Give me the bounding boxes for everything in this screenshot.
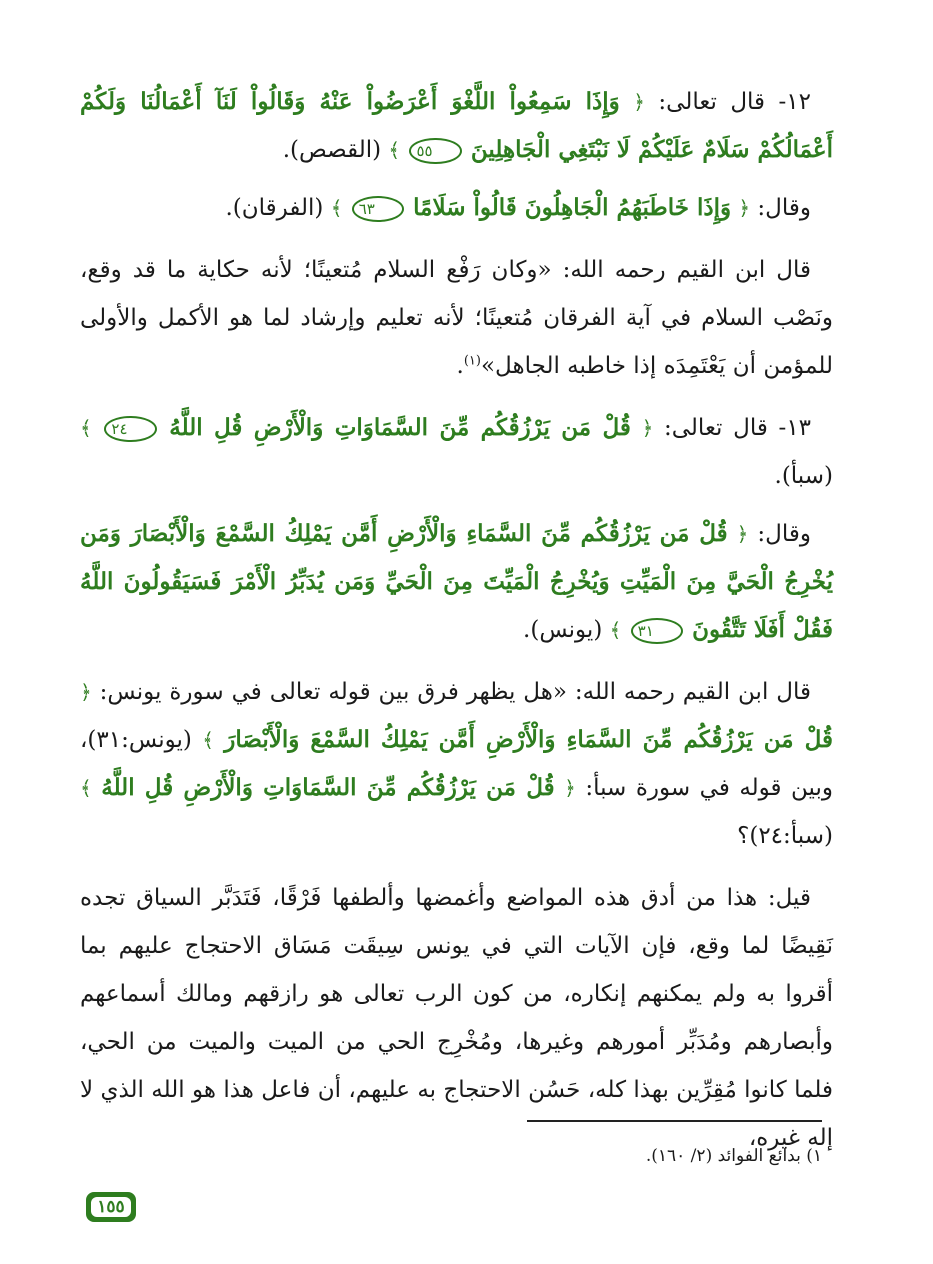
- ornate-bracket-open: ﴿: [564, 776, 576, 800]
- ornate-bracket-close: ﴾: [202, 728, 214, 752]
- footnote: [500, 1142, 822, 1170]
- quran-verse-saba-24-excerpt: قُلْ مَن يَرْزُقُكُم مِّنَ السَّمَاوَاتِ وَالْأَرْضِ قُلِ اللَّهُ: [101, 774, 555, 801]
- paragraph-text: قال ابن القيم رحمه الله: «وكان رَفْع السلام مُتعينًا؛ لأنه حكاية ما قد وقع، ونَصْب السلام في آية الفرقان مُتعينًا؛ لأنه تعليم وإرشاد لما هو الأكمل والأولى للمؤمن أن يَعْتَمِدَه إذا خاطبه الجاهل»: [80, 257, 833, 379]
- ornate-bracket-close: ﴾: [80, 416, 92, 440]
- paragraph-13-prefix: ١٣- قال تعالى:: [653, 415, 812, 441]
- ornate-bracket-open: ﴿: [641, 416, 654, 440]
- paragraph-ibn-qayyim-2: [80, 668, 833, 860]
- page-body: [80, 78, 833, 1176]
- surah-reference: (يونس).: [523, 617, 610, 643]
- paragraph-12: [80, 78, 833, 174]
- paragraph-furqan-quote: [80, 184, 833, 232]
- ayah-number-marker: ٥٥: [409, 138, 461, 164]
- quran-verse-qasas-55: وَإِذَا سَمِعُواْ اللَّغْوَ أَعْرَضُواْ عَنْهُ وَقَالُواْ لَنَآ أَعْمَالُنَا وَلَكُمْ أَعْمَالُكُمْ سَلَامٌ عَلَيْكُمْ لَا نَبْتَغِي الْجَاهِلِينَ: [80, 88, 833, 163]
- page-number: ١٥٥: [91, 1197, 130, 1217]
- quran-verse-furqan-63: وَإِذَا خَاطَبَهُمُ الْجَاهِلُونَ قَالُواْ سَلَامًا: [413, 194, 732, 221]
- ornate-bracket-close: ﴾: [388, 138, 401, 162]
- ayah-number-marker: ٣١: [631, 618, 683, 644]
- footnote-reference[interactable]: (١): [463, 353, 481, 369]
- surah-reference: (سبأ:٢٤)؟: [737, 823, 833, 849]
- ornate-bracket-open: ﴿: [736, 522, 749, 546]
- paragraph-end: .: [456, 353, 464, 379]
- ornate-bracket-open: ﴿: [633, 90, 645, 114]
- quran-verse-saba-24: قُلْ مَن يَرْزُقُكُم مِّنَ السَّمَاوَاتِ وَالْأَرْضِ قُلِ اللَّهُ: [169, 414, 631, 441]
- paragraph-middle: (يونس:٣١)، وبين قوله في سورة سبأ:: [80, 727, 834, 801]
- paragraph-13: [80, 404, 833, 500]
- paragraph-text: قيل: هذا من أدق هذه المواضع وأغمضها وألطفها فَرْقًا، فَتَدَبَّر السياق تجده نَقِيضًا لما وقع، فإن الآيات التي في يونس سِيقَت مَسَاق الاحتجاج عليهم بما أقروا به ولم يمكنهم إنكاره، من كون الرب تعالى هو رازقهم ومالك أسماعهم وأبصارهم ومُدَبِّر أمورهم وغيرها، ومُخْرِج الحي من الميت والميت من الحي، فلما كانوا مُقِرِّين بهذا كله، حَسُن الاحتجاج به عليهم، أن فاعل هذا هو الله الذي لا إله غيره،: [80, 885, 833, 1151]
- surah-reference: (القصص).: [282, 137, 389, 163]
- paragraph-prefix: قال ابن القيم رحمه الله: «هل يظهر فرق بين قوله تعالى في سورة يونس:: [91, 679, 811, 705]
- paragraph-12-prefix: ١٢- قال تعالى:: [644, 89, 811, 115]
- footnote-text: ١) بدائع الفوائد (٢/ ١٦٠).: [645, 1146, 822, 1166]
- quran-verse-yunus-31-excerpt: قُلْ مَن يَرْزُقُكُم مِّنَ السَّمَاءِ وَالْأَرْضِ أَمَّن يَمْلِكُ السَّمْعَ وَالْأَبْصَارَ: [224, 726, 833, 753]
- ornate-bracket-close: ﴾: [80, 776, 92, 800]
- footnote-divider: [527, 1120, 822, 1122]
- ornate-bracket-close: ﴾: [609, 618, 622, 642]
- ornate-bracket-open: ﴿: [738, 196, 751, 220]
- paragraph-ibn-qayyim-1: [80, 246, 833, 390]
- quran-verse-yunus-31: قُلْ مَن يَرْزُقُكُم مِّنَ السَّمَاءِ وَالْأَرْضِ أَمَّن يَمْلِكُ السَّمْعَ وَالْأَبْصَارَ وَمَن يُخْرِجُ الْحَيَّ مِنَ الْمَيِّتِ وَيُخْرِجُ الْمَيِّتَ مِنَ الْحَيِّ وَمَن يُدَبِّرُ الْأَمْرَ فَسَيَقُولُونَ اللَّهُ فَقُلْ أَفَلَا تَتَّقُونَ: [80, 520, 833, 643]
- paragraph-prefix: وقال:: [750, 195, 811, 221]
- ayah-number-marker: ٦٣: [352, 196, 404, 222]
- ornate-bracket-close: ﴾: [330, 196, 343, 220]
- page-number-badge: [86, 1192, 136, 1222]
- paragraph-yunus-quote: [80, 510, 833, 654]
- surah-reference: (سبأ).: [774, 463, 833, 489]
- ayah-number-marker: ٢٤: [104, 416, 156, 442]
- paragraph-prefix: وقال:: [748, 521, 811, 547]
- ornate-bracket-open: ﴿: [80, 680, 92, 704]
- paragraph-explanation: [80, 874, 833, 1162]
- surah-reference: (الفرقان).: [225, 195, 331, 221]
